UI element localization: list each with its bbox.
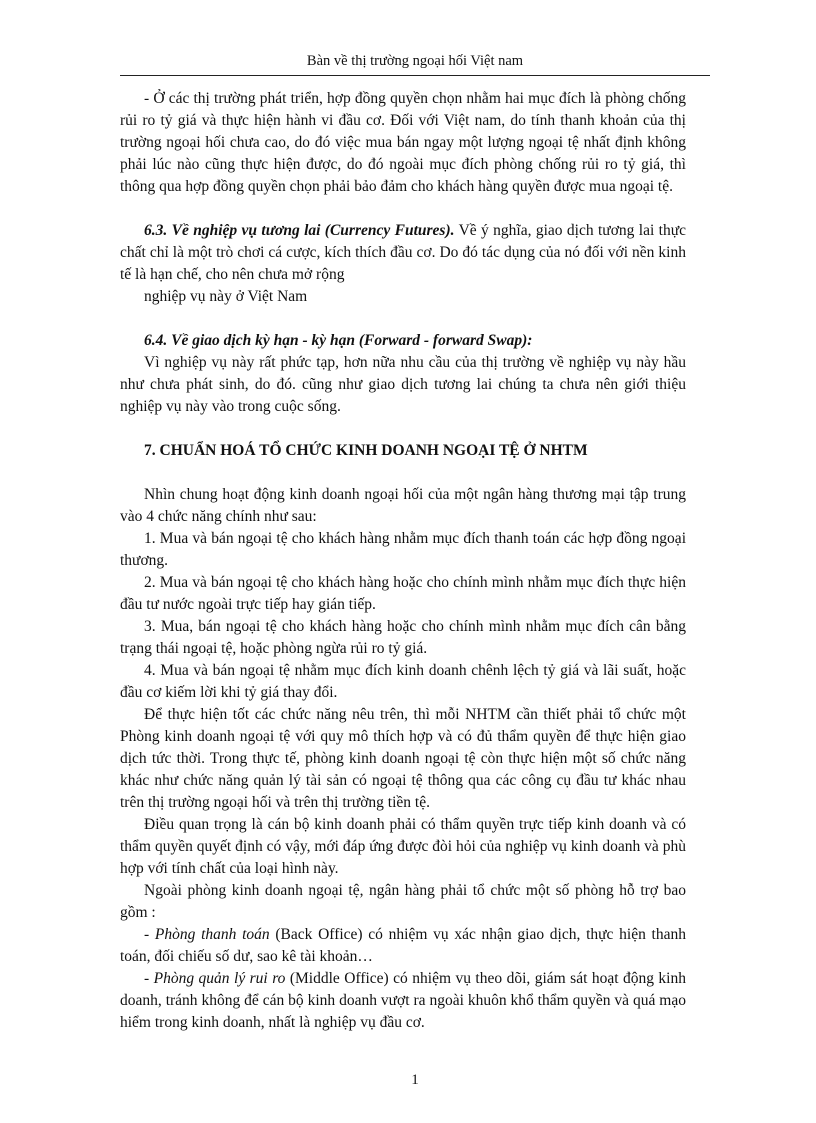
section-6-3 bbox=[120, 220, 686, 286]
section-6-3-continuation: nghiệp vụ này ở Việt Nam bbox=[144, 288, 308, 305]
back-office-item bbox=[120, 924, 686, 968]
list-item-3: 3. Mua, bán ngoại tệ cho khách hàng hoặc cho chính mình nhằm mục đích cân bằng trạng thái ngoại tệ, hoặc phòng ngừa rủi ro tỷ giá. bbox=[120, 618, 686, 657]
list-item-1: 1. Mua và bán ngoại tệ cho khách hàng nhằm mục đích thanh toán các hợp đồng ngoại thương. bbox=[120, 530, 686, 569]
section-6-4-text: Vì nghiệp vụ này rất phức tạp, hơn nữa nhu cầu của thị trường về nghiệp vụ này hầu như chưa phát sinh, do đó. cũng như giao dịch tương lai chúng ta chưa nên giới thiệu nghiệp vụ này vào trong cuộc sống. bbox=[120, 354, 686, 415]
middle-office-text: (Middle Office) có nhiệm vụ theo dõi, giám sát hoạt động kinh doanh, tránh không để cán bộ kinh doanh vượt ra ngoài khuôn khổ thẩm quyền và quá mạo hiểm trong kinh doanh, nhất là nghiệp vụ đầu cơ. bbox=[120, 970, 686, 1031]
middle-office-label: Phòng quản lý rui ro bbox=[153, 970, 286, 987]
back-office-dash: - bbox=[144, 926, 155, 943]
section-7-heading: 7. CHUẨN HOÁ TỔ CHỨC KINH DOANH NGOẠI TỆ Ở NHTM bbox=[144, 442, 588, 459]
section-6-3-title: 6.3. Về nghiệp vụ tương lai (Currency Futures). bbox=[144, 222, 455, 239]
paragraph-options: - Ở các thị trường phát triển, hợp đồng quyền chọn nhằm hai mục đích là phòng chống rủi ro tỷ giá và thực hiện hành vi đầu cơ. Đối với Việt nam, do tính thanh khoản của thị trường ngoại hối chưa cao, do đó việc mua bán ngay một lượng ngoại tệ nhất định không phải lúc nào cũng thực hiện được, do đó ngoài mục đích phòng chống rủi ro tỷ giá, thì thông qua hợp đồng quyền chọn phải bảo đảm cho khách hàng quyền được mua ngoại tệ. bbox=[120, 90, 686, 195]
paragraph-intro: Nhìn chung hoạt động kinh doanh ngoại hối của một ngân hàng thương mại tập trung vào 4 chức năng chính như sau: bbox=[120, 486, 686, 525]
back-office-text: (Back Office) có nhiệm vụ xác nhận giao dịch, thực hiện thanh toán, đối chiếu số dư, sao kê tài khoản… bbox=[120, 926, 686, 965]
back-office-label: Phòng thanh toán bbox=[154, 926, 270, 943]
middle-office-item bbox=[120, 968, 686, 1034]
page-number: 1 bbox=[411, 1072, 419, 1088]
document-body bbox=[120, 88, 686, 1034]
header-divider bbox=[120, 75, 710, 76]
paragraph-support-offices: Ngoài phòng kinh doanh ngoại tệ, ngân hàng phải tổ chức một số phòng hỗ trợ bao gồm : bbox=[120, 882, 686, 921]
middle-office-dash: - bbox=[144, 970, 154, 987]
section-6-4-heading bbox=[120, 330, 686, 352]
section-6-3-text: Về ý nghĩa, giao dịch tương lai thực chất chỉ là một trò chơi cá cược, kích thích đầu cơ. Do đó tác dụng của nó đối với nền kinh tế là hạn chế, cho nên chưa mở rộng bbox=[120, 222, 686, 283]
section-6-4-title: 6.4. Về giao dịch kỳ hạn - kỳ hạn (Forward - forward Swap): bbox=[144, 332, 533, 349]
list-item-2: 2. Mua và bán ngoại tệ cho khách hàng hoặc cho chính mình nhằm mục đích thực hiện đầu tư nước ngoài trực tiếp hay gián tiếp. bbox=[120, 574, 686, 613]
page-header: Bàn về thị trường ngoại hối Việt nam bbox=[306, 53, 524, 69]
list-item-4: 4. Mua và bán ngoại tệ nhằm mục đích kinh doanh chênh lệch tỷ giá và lãi suất, hoặc đầu cơ kiếm lời khi tỷ giá thay đổi. bbox=[120, 662, 686, 701]
paragraph-important: Điều quan trọng là cán bộ kinh doanh phải có thẩm quyền trực tiếp kinh doanh và có thẩm quyền quyết định có vậy, mới đáp ứng được đòi hỏi của nghiệp vụ kinh doanh và phù hợp với tính chất của loại hình này. bbox=[120, 816, 686, 877]
paragraph-implementation: Để thực hiện tốt các chức năng nêu trên, thì mỗi NHTM cần thiết phải tổ chức một Phòng kinh doanh ngoại tệ với quy mô thích hợp và có đủ thẩm quyền để thực hiện giao dịch tức thời. Trong thực tế, phòng kinh doanh ngoại tệ còn thực hiện một số chức năng khác như chức năng quản lý tài sản có ngoại tệ thông qua các công cụ đầu tư khác nhau trên thị trường ngoại hối và trên thị trường tiền tệ. bbox=[120, 706, 686, 811]
